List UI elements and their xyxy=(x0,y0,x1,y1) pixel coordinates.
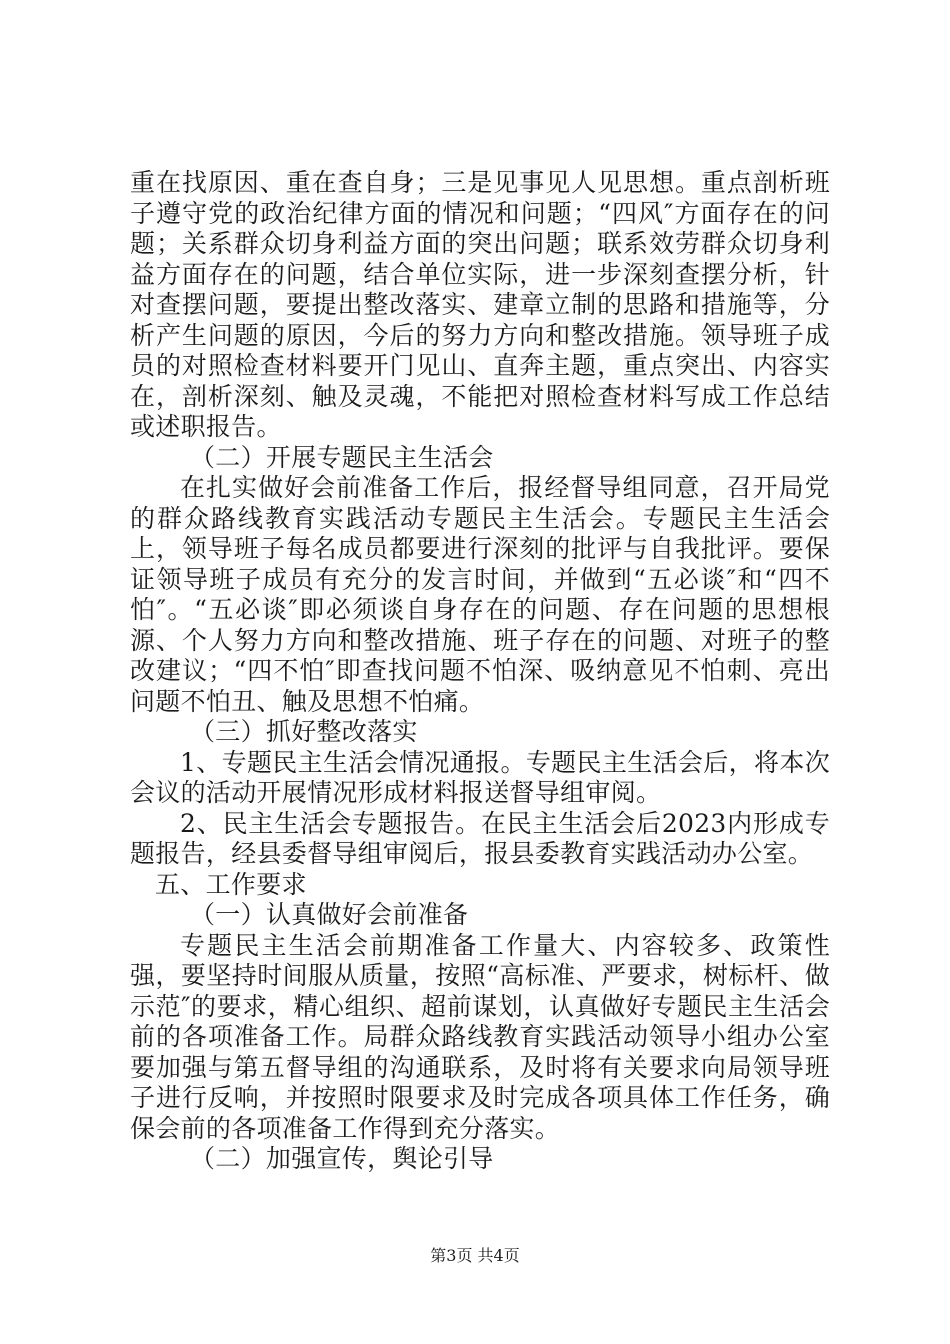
section-heading: （一）认真做好会前准备 xyxy=(190,900,469,929)
page-number-footer: 第3页 共4页 xyxy=(430,1246,520,1265)
body-paragraph: 1、专题民主生活会情况通报。专题民主生活会后，将本次会议的活动开展情况形成材料报送督导组审阅。 xyxy=(130,747,830,807)
document-body xyxy=(130,168,830,1175)
section-heading: （二）开展专题民主生活会 xyxy=(190,442,494,472)
body-paragraph: 在扎实做好会前准备工作后，报经督导组同意，召开局党的群众路线教育实践活动专题民主生活会。专题民主生活会上，领导班子每名成员都要进行深刻的批评与自我批评。要保证领导班子成员有充分的发言时间，并做到“五必谈″和“四不怕″。“五必谈″即必须谈自身存在的问题、存在问题的思想根源、个人努力方向和整改措施、班子存在的问题、对班子的整改建议；“四不怕″即查找问题不怕深、吸纳意见不怕刺、亮出问题不怕丑、触及思想不怕痛。 xyxy=(130,473,830,716)
body-paragraph: 专题民主生活会前期准备工作量大、内容较多、政策性强，要坚持时间服从质量，按照“高标准、严要求，树标杆、做示范″的要求，精心组织、超前谋划，认真做好专题民主生活会前的各项准备工作。局群众路线教育实践活动领导小组办公室要加强与第五督导组的沟通联系，及时将有关要求向局领导班子进行反响，并按照时限要求及时完成各项具体工作任务，确保会前的各项准备工作得到充分落实。 xyxy=(130,930,830,1143)
chapter-heading: 五、工作要求 xyxy=(155,869,307,899)
body-paragraph: 重在找原因、重在查自身；三是见事见人见思想。重点剖析班子遵守党的政治纪律方面的情况和问题；“四风″方面存在的问题；关系群众切身利益方面的突出问题；联系效劳群众切身利益方面存在的问题，结合单位实际，进一步深刻查摆分析，针对查摆问题，要提出整改落实、建章立制的思路和措施等，分析产生问题的原因，今后的努力方向和整改措施。领导班子成员的对照检查材料要开门见山、直奔主题，重点突出、内容实在，剖析深刻、触及灵魂，不能把对照检查材料写成工作总结或述职报告。 xyxy=(130,168,830,441)
section-heading: （二）加强宣传，舆论引导 xyxy=(190,1144,494,1173)
section-heading: （三）抓好整改落实 xyxy=(190,717,418,746)
body-paragraph: 2、民主生活会专题报告。在民主生活会后2023内形成专题报告，经县委督导组审阅后，报县委教育实践活动办公室。 xyxy=(130,808,830,868)
